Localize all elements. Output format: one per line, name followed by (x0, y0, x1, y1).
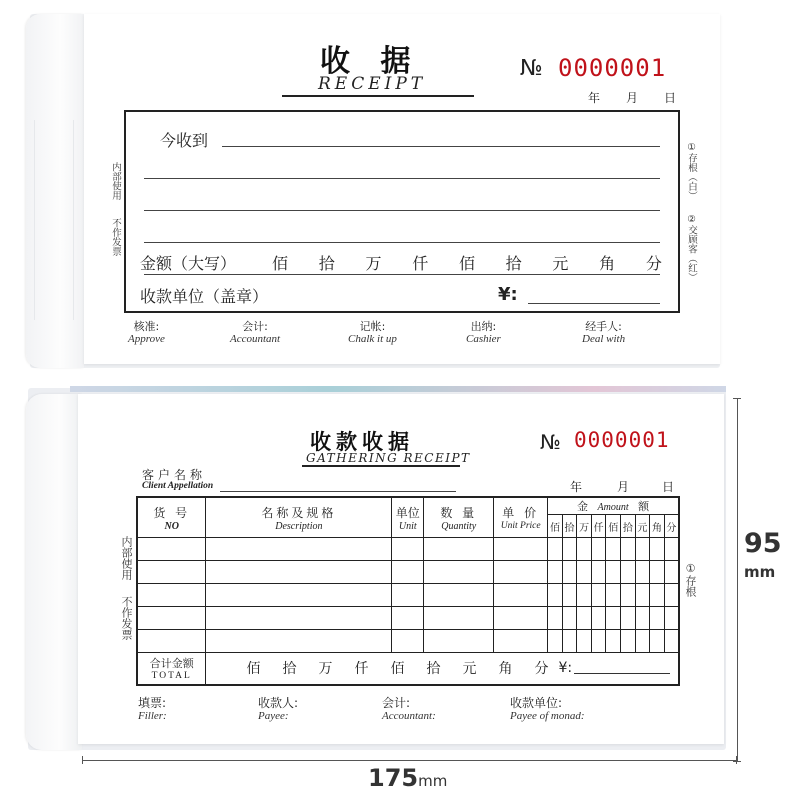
digit-shi: 拾 (562, 515, 577, 538)
table-row[interactable] (137, 538, 679, 561)
receipt2-sign-filler (138, 694, 167, 722)
digit-shi-2: 拾 (621, 515, 636, 538)
sign-en: Payee: (258, 710, 289, 722)
unit-qian: 仟 (412, 254, 429, 273)
sign-en: Deal with (582, 333, 626, 345)
total-unit-wan: 万 (318, 661, 333, 678)
receipt2-date-day: 日 (662, 480, 675, 494)
receipt2-no-label: № (540, 430, 561, 454)
sign-en: Payee of monad: (510, 710, 585, 722)
sign-cn: 记帐: (359, 320, 386, 333)
unit-bai: 佰 (272, 254, 289, 273)
sign-cn: 收款单位: (510, 696, 563, 710)
receipt1-line-3[interactable] (144, 210, 660, 211)
col-cn: 货 号 (153, 505, 191, 520)
unit-fen: 分 (645, 254, 662, 273)
table-row[interactable] (137, 584, 679, 607)
receipt1-title-underline (282, 95, 474, 97)
digit-fen: 分 (664, 515, 679, 538)
amount-cn-left: 金 (577, 500, 589, 513)
receipt1-right-margin-1: ①存根（白） (686, 142, 697, 201)
table-row[interactable] (137, 630, 679, 653)
receipt1-date-year: 年 (588, 91, 601, 105)
sign-en: Approve (128, 333, 165, 345)
total-unit-shi-2: 拾 (426, 661, 441, 678)
sign-en: Filler: (138, 710, 167, 722)
receipt1-date-day: 日 (664, 91, 677, 105)
receipt1-yuan-line[interactable] (528, 303, 660, 304)
total-row (137, 653, 679, 685)
amount-en: Amount (597, 502, 629, 513)
digit-bai-2: 佰 (606, 515, 621, 538)
sign-cn: 会计: (242, 320, 268, 333)
receipt1-title-en: RECEIPT (318, 74, 427, 94)
receipt1-amount-label: 金额（大写） (140, 254, 237, 273)
receipt1-line-4[interactable] (144, 242, 660, 243)
unit-wan: 万 (365, 254, 382, 273)
height-dimension-tick-bottom (733, 761, 741, 762)
receipt1-amount-line[interactable] (144, 274, 660, 275)
col-unit (392, 497, 424, 538)
sign-cn: 出纳: (470, 320, 497, 333)
total-unit-bai-2: 佰 (390, 661, 405, 678)
height-dimension-line (737, 398, 738, 762)
col-en: Description (275, 520, 323, 532)
receipt1-line-2[interactable] (144, 178, 660, 179)
receipt1-left-margin-1: 内部使用 (110, 162, 121, 200)
total-cn: 合计金额 (149, 657, 194, 671)
total-amount-cell[interactable] (206, 653, 679, 685)
unit-jiao: 角 (599, 254, 616, 273)
total-yuan-symbol: ¥: (558, 660, 573, 677)
receipt1-payee-label: 收款单位（盖章） (140, 287, 269, 306)
amount-cn-right: 额 (638, 500, 650, 513)
sign-cn: 核准: (133, 320, 160, 333)
receipt2-items-table (136, 496, 680, 686)
receipt1-left-margin-2: 不作发票 (110, 218, 121, 256)
receipt1-no-label: № (520, 56, 543, 81)
sign-en: Chalk it up (348, 333, 397, 345)
table-row[interactable] (137, 561, 679, 584)
total-unit-fen: 分 (534, 661, 549, 678)
col-unit-price (494, 497, 548, 538)
width-dimension-label (368, 764, 447, 792)
total-en: TOTAL (151, 671, 192, 682)
height-dimension-unit: mm (744, 563, 776, 581)
receipt2-client-line[interactable] (220, 491, 456, 492)
receipt2-left-margin-2: 不作发票 (120, 596, 133, 640)
col-cn: 单位 (395, 505, 420, 520)
digit-yuan: 元 (635, 515, 650, 538)
spine-showthrough (34, 120, 74, 320)
width-dimension-line (82, 760, 736, 761)
receipt2-title-cn: 收款收据 (310, 429, 414, 454)
receipt1-amount-units (272, 251, 662, 274)
receipt1-sign-cashier (466, 318, 501, 345)
col-cn: 单 价 (502, 506, 540, 520)
total-unit-yuan: 元 (462, 661, 477, 678)
height-dimension-value: 95 (744, 528, 782, 559)
digit-bai: 佰 (548, 515, 563, 538)
table-row[interactable] (137, 607, 679, 630)
receipt2-title-en: GATHERING RECEIPT (306, 451, 471, 465)
digit-jiao: 角 (650, 515, 665, 538)
receipt2-date-month: 月 (617, 480, 630, 494)
receipt1-yuan-symbol: ¥: (498, 284, 518, 305)
receipt2-left-margin-1: 内部使用 (120, 536, 133, 580)
receipt-book-bottom-page-edges (70, 386, 726, 392)
total-unit-shi: 拾 (282, 661, 297, 678)
col-no (137, 497, 206, 538)
digit-qian: 仟 (591, 515, 606, 538)
receipt2-sign-payee (258, 694, 298, 722)
sign-en: Accountant: (382, 710, 436, 722)
unit-yuan: 元 (552, 254, 569, 273)
receipt1-sign-chalk (348, 318, 397, 345)
receipt2-right-margin: ①存根 (684, 562, 697, 597)
col-cn: 名称及规格 (261, 505, 337, 520)
receipt1-right-margin-2: ②交顾客（红） (686, 214, 697, 282)
receipt1-sign-dealwith (582, 318, 625, 345)
unit-bai-2: 佰 (458, 254, 475, 273)
receipt2-date-year: 年 (570, 480, 583, 494)
receipt1-title-cn: 收 据 (320, 44, 421, 79)
sign-cn: 经手人: (585, 320, 622, 333)
total-unit-qian: 仟 (354, 661, 369, 678)
col-en: NO (164, 520, 179, 532)
col-en: Unit Price (500, 521, 541, 531)
receipt1-date-month: 月 (626, 91, 639, 105)
total-unit-jiao: 角 (498, 661, 513, 678)
receipt1-received-from-line[interactable] (222, 146, 660, 147)
total-units (206, 658, 678, 678)
width-dimension-value: 175 (368, 764, 419, 792)
receipt2-sign-payee-monad (510, 694, 585, 722)
col-en: Quantity (441, 520, 477, 532)
sign-en: Accountant (230, 333, 281, 345)
receipt1-sign-approve (128, 318, 165, 345)
col-amount (548, 497, 679, 515)
col-cn: 数 量 (440, 505, 478, 520)
receipt1-received-from-label: 今收到 (160, 131, 209, 150)
col-quantity (424, 497, 494, 538)
receipt1-number: 0000001 (558, 54, 667, 82)
width-dimension-tick-right (736, 756, 737, 764)
width-dimension-tick-left (82, 756, 83, 764)
receipt2-number: 0000001 (574, 428, 670, 452)
total-yuan-line (574, 662, 670, 674)
table-header-row (137, 497, 679, 515)
sign-cn: 会计: (382, 696, 411, 710)
digit-wan: 万 (577, 515, 592, 538)
unit-shi: 拾 (318, 254, 335, 273)
sign-en: Cashier (466, 333, 501, 345)
receipt2-client-cn: 客户名称 (142, 468, 207, 482)
receipt2-sign-accountant (382, 694, 436, 722)
col-description (206, 497, 392, 538)
width-dimension-unit: mm (418, 772, 448, 790)
sign-cn: 填票: (138, 696, 167, 710)
height-dimension-tick-top (733, 398, 741, 399)
total-label (137, 653, 206, 685)
receipt2-client-en: Client Appellation (142, 481, 214, 491)
receipt-book-bottom-spine (26, 394, 82, 750)
sign-cn: 收款人: (258, 696, 299, 710)
receipt1-sign-accountant (230, 318, 280, 345)
receipt2-title-underline (302, 465, 460, 467)
unit-shi-2: 拾 (505, 254, 522, 273)
total-unit-bai: 佰 (246, 661, 261, 678)
col-en: Unit (398, 520, 417, 532)
